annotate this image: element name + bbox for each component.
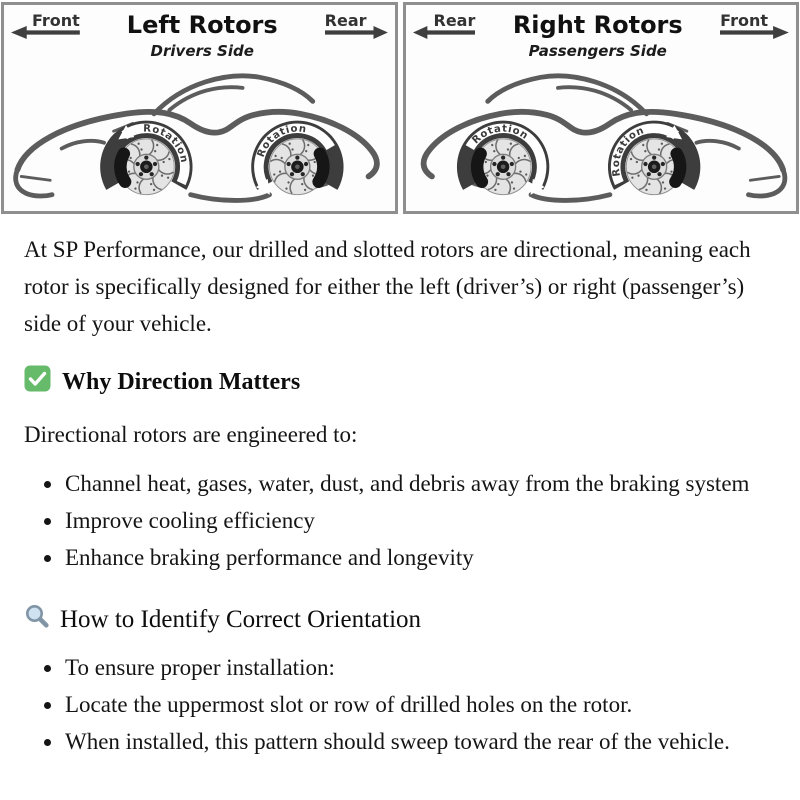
direction-text: Rear (324, 11, 367, 30)
orientation-list (24, 649, 776, 760)
rotation-label: Rotation (143, 123, 190, 165)
list-item: • Channel heat, gases, water, dust, and debris away from the braking system (64, 465, 765, 502)
article-body (0, 231, 800, 760)
benefits-lead: Directional rotors are engineered to: (24, 422, 358, 447)
list-item: • To ensure proper installation: (64, 649, 765, 686)
list-item: • Enhance braking performance and longevity (64, 539, 765, 576)
list-item: • Locate the uppermost slot or row of drilled holes on the rotor. (64, 686, 765, 723)
front-direction-label (720, 11, 789, 39)
left-panel-header (4, 5, 395, 60)
heading-text: Why Direction Matters (62, 368, 301, 395)
left-arrow-icon (11, 26, 80, 39)
right-panel-header (406, 5, 797, 60)
rear-direction-label (325, 11, 388, 39)
section-heading-identify-orientation (24, 603, 776, 637)
rear-direction-label (413, 11, 476, 39)
list-item: • Improve cooling efficiency (64, 502, 765, 539)
rotation-label: Rotation (255, 123, 308, 159)
panel-subtitle: Passengers Side (528, 42, 667, 60)
direction-text: Front (32, 11, 80, 30)
magnifying-glass-icon (24, 603, 51, 637)
panel-title: Right Rotors (512, 11, 683, 39)
left-arrow-icon (413, 26, 476, 39)
check-mark-icon (24, 365, 51, 399)
right-panel-titles (475, 11, 720, 60)
front-direction-label (11, 11, 80, 39)
benefits-list (24, 465, 776, 576)
rotor-direction-diagram (0, 0, 800, 216)
right-arrow-icon (325, 26, 388, 39)
right-car-illustration (406, 60, 797, 212)
direction-text: Front (720, 11, 768, 30)
heading-text: How to Identify Correct Orientation (60, 606, 422, 633)
right-arrow-icon (720, 26, 789, 39)
section-heading-why-direction-matters (24, 365, 776, 399)
left-panel-titles (80, 11, 325, 60)
panel-subtitle: Drivers Side (150, 42, 254, 60)
rotation-label: Rotation (469, 123, 530, 147)
panel-title: Left Rotors (126, 11, 278, 39)
list-item: • When installed, this pattern should sweep toward the rear of the vehicle. (64, 723, 765, 760)
left-rotors-panel (1, 2, 398, 214)
left-car-illustration (4, 60, 395, 212)
direction-text: Rear (433, 11, 476, 30)
intro-paragraph: At SP Performance, our drilled and slotted rotors are directional, meaning each rotor is specifically designed for either the left (driver’s) or right (passenger’s) side of your vehicle. (24, 237, 751, 336)
right-rotors-panel (403, 2, 800, 214)
rotation-label: Rotation (610, 125, 646, 178)
